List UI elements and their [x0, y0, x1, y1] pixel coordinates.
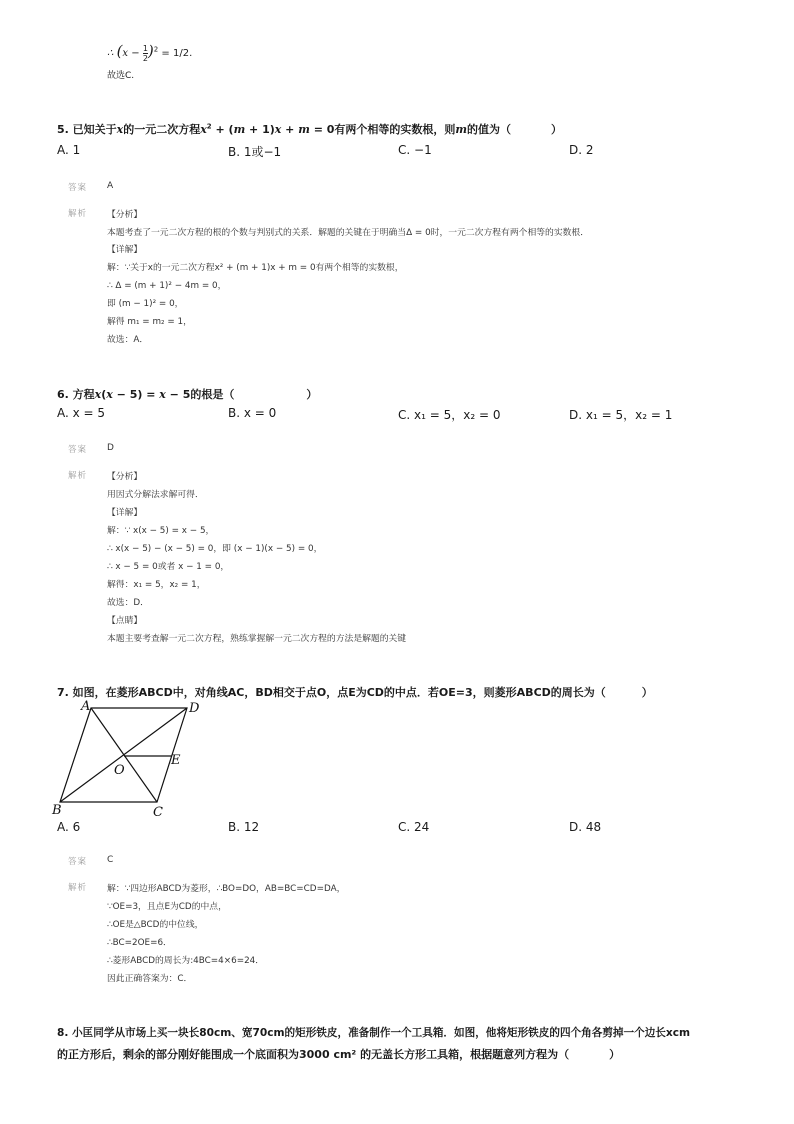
q5-option-d[interactable]: D. 2	[569, 143, 594, 157]
q6-title: 6. 方程x(x − 5) = x − 5的根是（ ）	[57, 388, 318, 401]
label-c: C	[153, 805, 163, 820]
q6-line: 【点睛】	[107, 616, 143, 626]
label-e: E	[171, 753, 181, 768]
q7-line: ∵OE=3，且点E为CD的中点，	[107, 902, 227, 912]
prev-conclusion: 故选C.	[107, 71, 135, 81]
label-d: D	[189, 701, 200, 716]
q6-option-a[interactable]: A. x = 5	[57, 406, 106, 420]
q5-answer-tag: 答案	[68, 183, 88, 193]
q7-line: ∴OE是△BCD的中位线，	[107, 920, 204, 930]
q5-line: 【分析】	[107, 210, 143, 220]
q5-answer: A	[107, 181, 114, 191]
q6-line: ∴ x(x − 5) − (x − 5) = 0，即 (x − 1)(x − 5) = 0，	[107, 544, 323, 554]
q7-line: 解：∵四边形ABCD为菱形，∴BO=DO，AB=BC=CD=DA，	[107, 884, 346, 894]
q6-answer-tag: 答案	[68, 445, 88, 455]
label-o: O	[114, 763, 125, 778]
q7-option-c[interactable]: C. 24	[398, 820, 430, 834]
q5-option-c[interactable]: C. −1	[398, 143, 432, 157]
q6-option-b[interactable]: B. x = 0	[228, 406, 277, 420]
q5-option-b[interactable]: B. 1或−1	[228, 145, 282, 159]
q6-line: ∴ x − 5 = 0或者 x − 1 = 0，	[107, 562, 230, 572]
q5-analysis-tag: 解析	[68, 209, 88, 219]
rhombus-figure	[50, 698, 210, 820]
q5-line: 即 (m − 1)² = 0，	[107, 299, 184, 309]
q5-line: 【详解】	[107, 245, 143, 255]
q5-line: 故选：A．	[107, 335, 149, 345]
q6-analysis-tag: 解析	[68, 471, 88, 481]
q6-line: 解：∵ x(x − 5) = x − 5，	[107, 526, 215, 536]
q6-line: 【分析】	[107, 472, 143, 482]
q7-analysis-tag: 解析	[68, 883, 88, 893]
q8-line-1: 8. 小匡同学从市场上买一块长80cm、宽70cm的矩形铁皮，准备制作一个工具箱．如图，他将矩形铁皮的四个角各剪掉一个边长xcm	[57, 1027, 691, 1039]
prev-formula-tail: = 1/2.	[161, 48, 193, 59]
diagonal-bd	[60, 708, 187, 802]
prev-formula: ∴ (x − $\frac{1}{2}$ )$^2$ = 1/2.	[107, 42, 193, 63]
q5-line: 解得 m₁ = m₂ = 1，	[107, 317, 192, 327]
q7-title: 7. 如图，在菱形ABCD中，对角线AC，BD相交于点O，点E为CD的中点．若OE=3，则菱形ABCD的周长为（ ）	[57, 686, 653, 699]
q6-option-d[interactable]: D. x₁ = 5，x₂ = 1	[569, 408, 673, 422]
q7-option-b[interactable]: B. 12	[228, 820, 260, 834]
q6-line: 【详解】	[107, 508, 143, 518]
q8-line-2: 的正方形后，剩余的部分刚好能围成一个底面积为3000 cm² 的无盖长方形工具箱，根据题意列方程为（ ）	[57, 1048, 621, 1061]
q7-answer-tag: 答案	[68, 857, 88, 867]
q6-line: 故选：D．	[107, 598, 149, 608]
q7-answer: C	[107, 855, 114, 865]
q7-option-d[interactable]: D. 48	[569, 820, 602, 834]
q6-line: 本题主要考查解一元二次方程，熟练掌握解一元二次方程的方法是解题的关键	[107, 634, 407, 644]
q5-line: 解：∵关于x的一元二次方程x² + (m + 1)x + m = 0有两个相等的实数根，	[107, 263, 404, 273]
label-b: B	[52, 803, 62, 818]
q6-line: 用因式分解法求解可得．	[107, 490, 204, 500]
q6-option-c[interactable]: C. x₁ = 5，x₂ = 0	[398, 408, 501, 422]
q5-title: 5. 已知关于x的一元二次方程$x^2 + (m + 1)x + m = 0$有两个相等的实数根，则m的值为（ ）	[57, 122, 563, 136]
q7-option-a[interactable]: A. 6	[57, 820, 81, 834]
q7-line: ∴BC=2OE=6．	[107, 938, 172, 948]
q5-line: 本题考查了一元二次方程的根的个数与判别式的关系．解题的关键在于明确当Δ = 0时，一元二次方程有两个相等的实数根．	[107, 228, 590, 238]
q6-answer: D	[107, 443, 114, 453]
q7-line: ∴菱形ABCD的周长为:4BC=4×6=24．	[107, 956, 265, 966]
q5-line: ∴ Δ = (m + 1)² − 4m = 0，	[107, 281, 227, 291]
q6-line: 解得：x₁ = 5，x₂ = 1，	[107, 580, 206, 590]
q7-line: 因此正确答案为：C．	[107, 974, 193, 984]
label-a: A	[81, 699, 91, 714]
q5-option-a[interactable]: A. 1	[57, 143, 81, 157]
